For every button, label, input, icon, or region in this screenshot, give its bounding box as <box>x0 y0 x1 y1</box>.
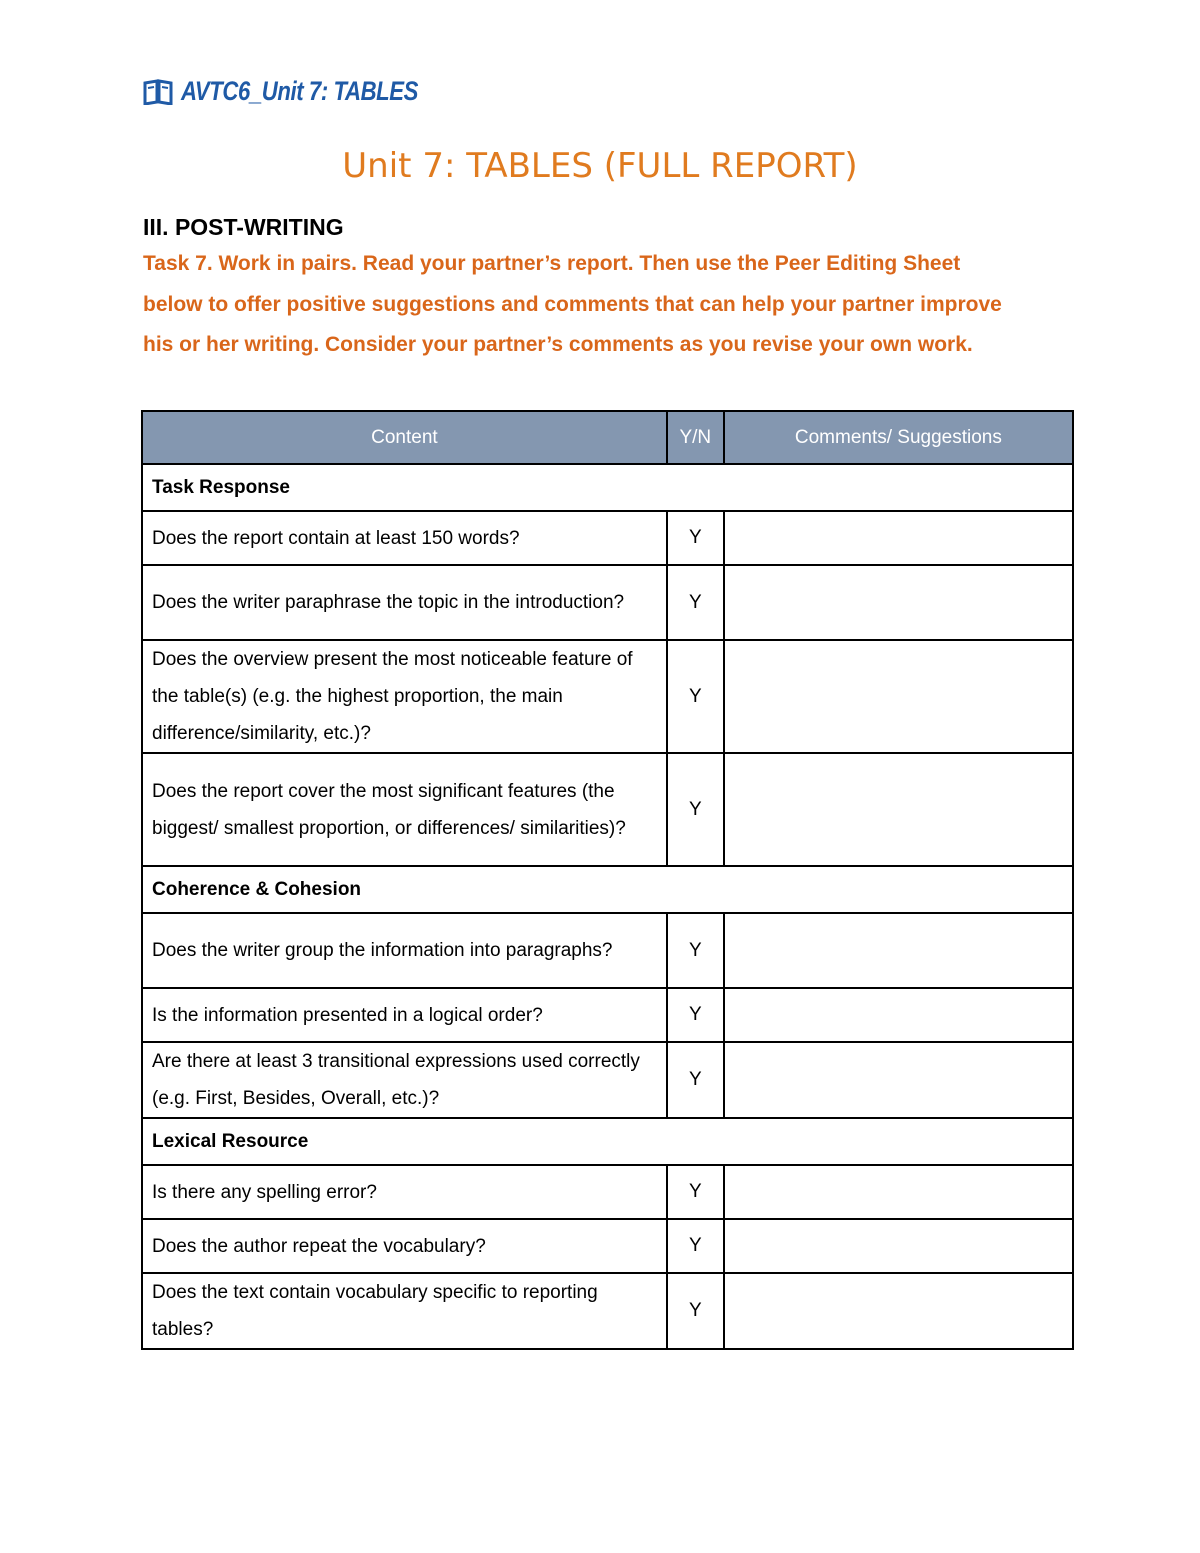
section-row <box>142 866 1073 913</box>
comment-cell[interactable] <box>724 1273 1073 1349</box>
document-header <box>143 76 470 107</box>
comment-cell[interactable] <box>724 1219 1073 1273</box>
answer-cell: Y <box>667 1042 724 1118</box>
question-cell: Does the overview present the most noticeable feature of the table(s) (e.g. the highest proportion, the main difference/similarity, etc.)? <box>142 640 667 753</box>
comment-cell[interactable] <box>724 640 1073 753</box>
table-row <box>142 565 1073 640</box>
table-row <box>142 753 1073 866</box>
question-cell: Does the writer paraphrase the topic in the introduction? <box>142 565 667 640</box>
answer-cell: Y <box>667 511 724 565</box>
answer-cell: Y <box>667 988 724 1042</box>
section-row <box>142 464 1073 511</box>
peer-editing-table <box>141 410 1074 1350</box>
header-comments: Comments/ Suggestions <box>724 411 1073 464</box>
header-yn: Y/N <box>667 411 724 464</box>
comment-cell[interactable] <box>724 988 1073 1042</box>
answer-cell: Y <box>667 640 724 753</box>
section-title: Coherence & Cohesion <box>142 866 1073 913</box>
table-row <box>142 1219 1073 1273</box>
question-cell: Are there at least 3 transitional expressions used correctly (e.g. First, Besides, Overall, etc.)? <box>142 1042 667 1118</box>
answer-cell: Y <box>667 753 724 866</box>
table-row <box>142 1273 1073 1349</box>
table-header-row <box>142 411 1073 464</box>
book-icon <box>143 79 173 105</box>
comment-cell[interactable] <box>724 1042 1073 1118</box>
table-row <box>142 511 1073 565</box>
header-title: AVTC6_Unit 7: TABLES <box>181 76 419 106</box>
answer-cell: Y <box>667 913 724 988</box>
question-cell: Is the information presented in a logical order? <box>142 988 667 1042</box>
question-cell: Does the text contain vocabulary specific to reporting tables? <box>142 1273 667 1349</box>
question-cell: Does the writer group the information into paragraphs? <box>142 913 667 988</box>
section-row <box>142 1118 1073 1165</box>
section-title: Task Response <box>142 464 1073 511</box>
comment-cell[interactable] <box>724 511 1073 565</box>
task-instructions: Task 7. Work in pairs. Read your partner’s report. Then use the Peer Editing Sheet below to offer positive suggestions and comments that can help your partner improve his or her writing. Consider your partner’s comments as you revise your own work. <box>143 252 1002 356</box>
page-title: Unit 7: TABLES (FULL REPORT) <box>342 146 858 186</box>
comment-cell[interactable] <box>724 753 1073 866</box>
comment-cell[interactable] <box>724 565 1073 640</box>
answer-cell: Y <box>667 1273 724 1349</box>
section-heading: III. POST-WRITING <box>143 214 344 240</box>
answer-cell: Y <box>667 1219 724 1273</box>
section-title: Lexical Resource <box>142 1118 1073 1165</box>
table-row <box>142 913 1073 988</box>
question-cell: Does the author repeat the vocabulary? <box>142 1219 667 1273</box>
answer-cell: Y <box>667 1165 724 1219</box>
table-row <box>142 1165 1073 1219</box>
question-cell: Does the report contain at least 150 words? <box>142 511 667 565</box>
table-row <box>142 988 1073 1042</box>
table-row <box>142 640 1073 753</box>
comment-cell[interactable] <box>724 1165 1073 1219</box>
header-content: Content <box>142 411 667 464</box>
answer-cell: Y <box>667 565 724 640</box>
question-cell: Is there any spelling error? <box>142 1165 667 1219</box>
table-row <box>142 1042 1073 1118</box>
question-cell: Does the report cover the most significant features (the biggest/ smallest proportion, or differences/ similarities)? <box>142 753 667 866</box>
comment-cell[interactable] <box>724 913 1073 988</box>
